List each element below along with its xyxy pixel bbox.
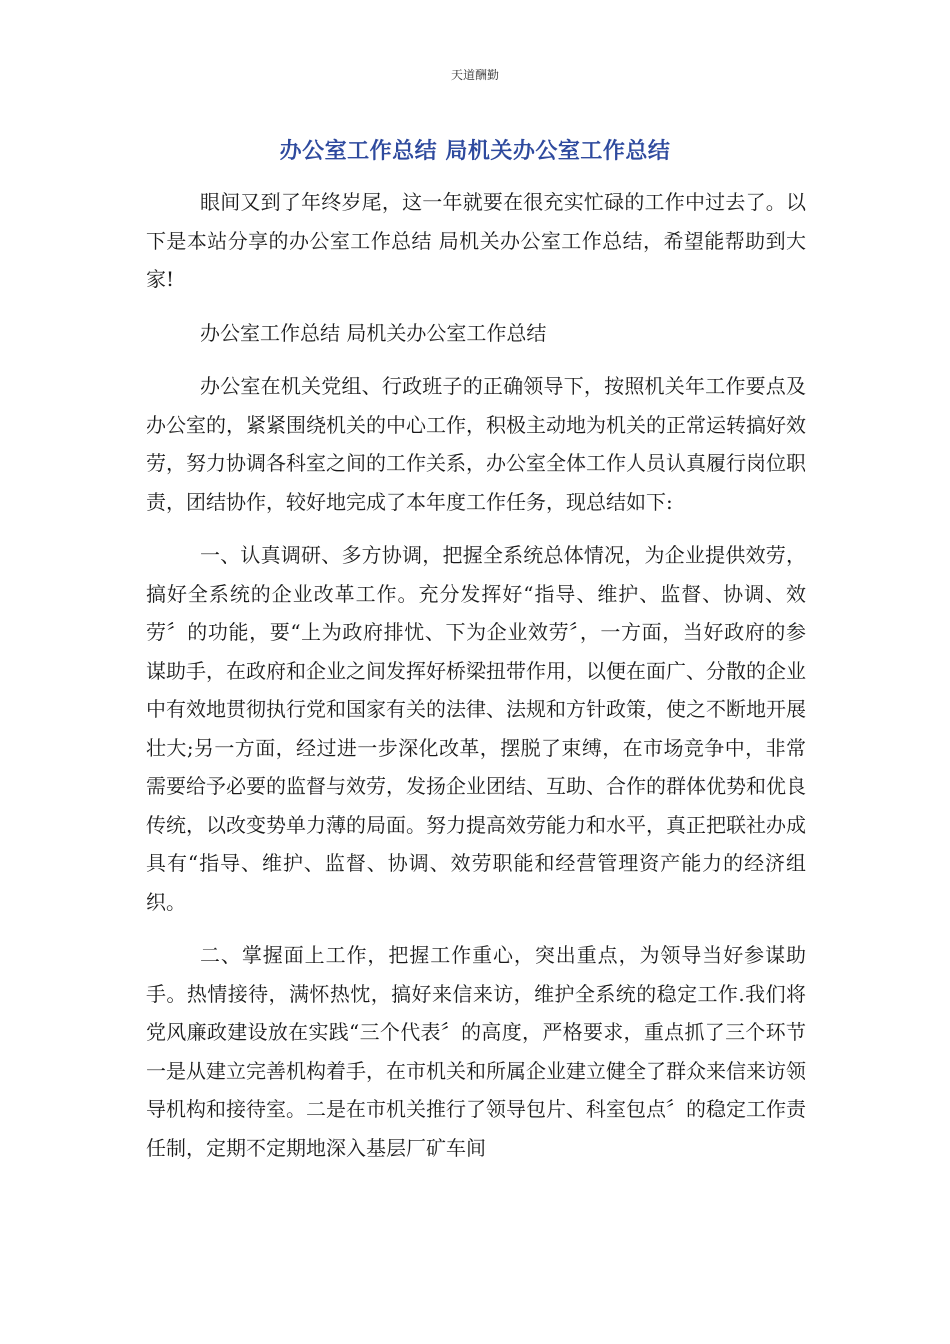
section-one-paragraph: 一、认真调研、多方协调，把握全系统总体情况，为企业提供效劳，搞好全系统的企业改革工作。充分发挥好“指导、维护、监督、协调、效劳〞的功能，要“上为政府排忧、下为企业效劳〞，一方面，当好政府的参谋助手，在政府和企业之间发挥好桥梁扭带作用，以便在面广、分散的企业中有效地贯彻执行党和国家有关的法律、法规和方针政策，使之不断地开展壮大;另一方面，经过进一步深化改革，摆脱了束缚，在市场竞争中，非常需要给予必要的监督与效劳，发扬企业团结、互助、合作的群体优势和优良传统，以改变势单力薄的局面。努力提高效劳能力和水平，真正把联社办成具有“指导、维护、监督、协调、效劳职能和经营管理资产能力的经济组织。 — [146, 543, 806, 914]
subtitle-paragraph: 办公室工作总结 局机关办公室工作总结 — [200, 320, 547, 345]
section-two-paragraph: 二、掌握面上工作，把握工作重心，突出重点，为领导当好参谋助手。热情接待，满怀热忱，搞好来信来访，维护全系统的稳定工作.我们将党风廉政建设放在实践“三个代表〞的高度，严格要求，重点抓了三个环节一是从建立完善机构着手，在市机关和所属企业建立健全了群众来信来访领导机构和接待室。二是在市机关推行了领导包片、科室包点〞的稳定工作责任制，定期不定期地深入基层厂矿车间 — [146, 943, 806, 1160]
document-body — [146, 183, 806, 1182]
page-header: 天道酬勤 — [450, 68, 499, 82]
intro-paragraph: 眼间又到了年终岁尾，这一年就要在很充实忙碌的工作中过去了。以下是本站分享的办公室工作总结 局机关办公室工作总结，希望能帮助到大家! — [146, 190, 806, 291]
overview-paragraph: 办公室在机关党组、行政班子的正确领导下，按照机关年工作要点及办公室的，紧紧围绕机关的中心工作，积极主动地为机关的正常运转搞好效劳，努力协调各科室之间的工作关系，办公室全体工作人员认真履行岗位职责，团结协作，较好地完成了本年度工作任务，现总结如下: — [146, 374, 806, 514]
document-title: 办公室工作总结 局机关办公室工作总结 — [279, 139, 671, 164]
